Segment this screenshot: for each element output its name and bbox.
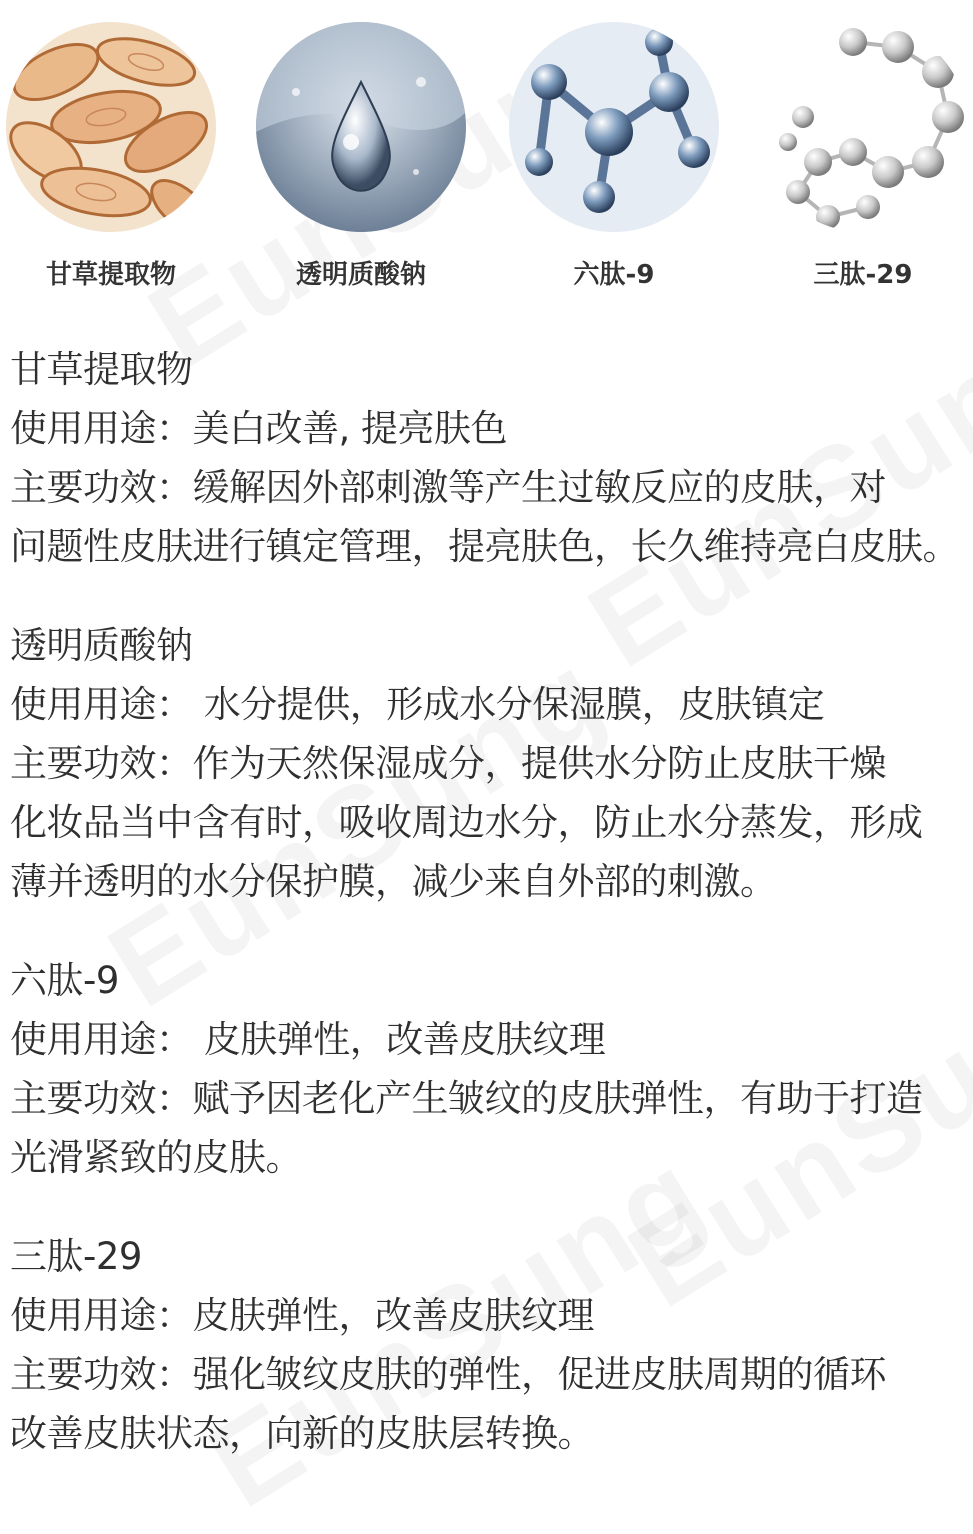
section-hexapeptide	[10, 951, 970, 1187]
ingredient-card-tripeptide	[748, 22, 973, 291]
effect-line: 主要功效：赋予因老化产生皱纹的皮肤弹性，有助于打造	[10, 1077, 923, 1120]
effect-line: 改善皮肤状态，向新的皮肤层转换。	[10, 1412, 594, 1455]
water-droplet-icon	[256, 22, 466, 232]
ingredient-label: 六肽-9	[573, 260, 655, 290]
use-line: 使用用途：皮肤弹性，改善皮肤纹理	[10, 1294, 594, 1337]
effect-line: 问题性皮肤进行镇定管理，提亮肤色，长久维持亮白皮肤。	[10, 525, 959, 568]
use-line: 使用用途： 皮肤弹性，改善皮肤纹理	[10, 1018, 606, 1061]
section-title: 六肽-9	[10, 959, 119, 1002]
effect-line: 主要功效：缓解因外部刺激等产生过敏反应的皮肤，对	[10, 466, 886, 509]
section-title: 透明质酸钠	[10, 624, 193, 667]
ingredient-label: 透明质酸钠	[295, 260, 426, 290]
effect-line: 主要功效：作为天然保湿成分，提供水分防止皮肤干燥	[10, 742, 886, 785]
ingredient-label: 三肽-29	[813, 260, 913, 290]
effect-line: 光滑紧致的皮肤。	[10, 1136, 302, 1179]
molecule-blue-icon	[509, 22, 719, 232]
ingredient-card-licorice	[0, 22, 226, 291]
section-licorice	[10, 340, 970, 576]
section-hyaluronate	[10, 616, 970, 911]
section-title: 三肽-29	[10, 1235, 142, 1278]
effect-line: 主要功效：强化皱纹皮肤的弹性，促进皮肤周期的循环	[10, 1353, 886, 1396]
ingredient-card-hyaluronate	[246, 22, 476, 291]
section-title: 甘草提取物	[10, 348, 193, 391]
ingredient-label: 甘草提取物	[45, 260, 176, 290]
ingredient-icons-row	[0, 0, 973, 320]
ingredient-card-hexapeptide	[499, 22, 729, 291]
use-line: 使用用途： 水分提供，形成水分保湿膜，皮肤镇定	[10, 683, 825, 726]
use-line: 使用用途：美白改善, 提亮肤色	[10, 407, 508, 450]
ingredient-descriptions	[10, 340, 970, 1503]
licorice-slices-icon	[6, 22, 216, 232]
molecule-chain-silver-icon	[758, 22, 968, 232]
effect-line: 化妆品当中含有时，吸收周边水分，防止水分蒸发，形成	[10, 801, 923, 844]
section-tripeptide	[10, 1227, 970, 1463]
effect-line: 薄并透明的水分保护膜，减少来自外部的刺激。	[10, 860, 777, 903]
